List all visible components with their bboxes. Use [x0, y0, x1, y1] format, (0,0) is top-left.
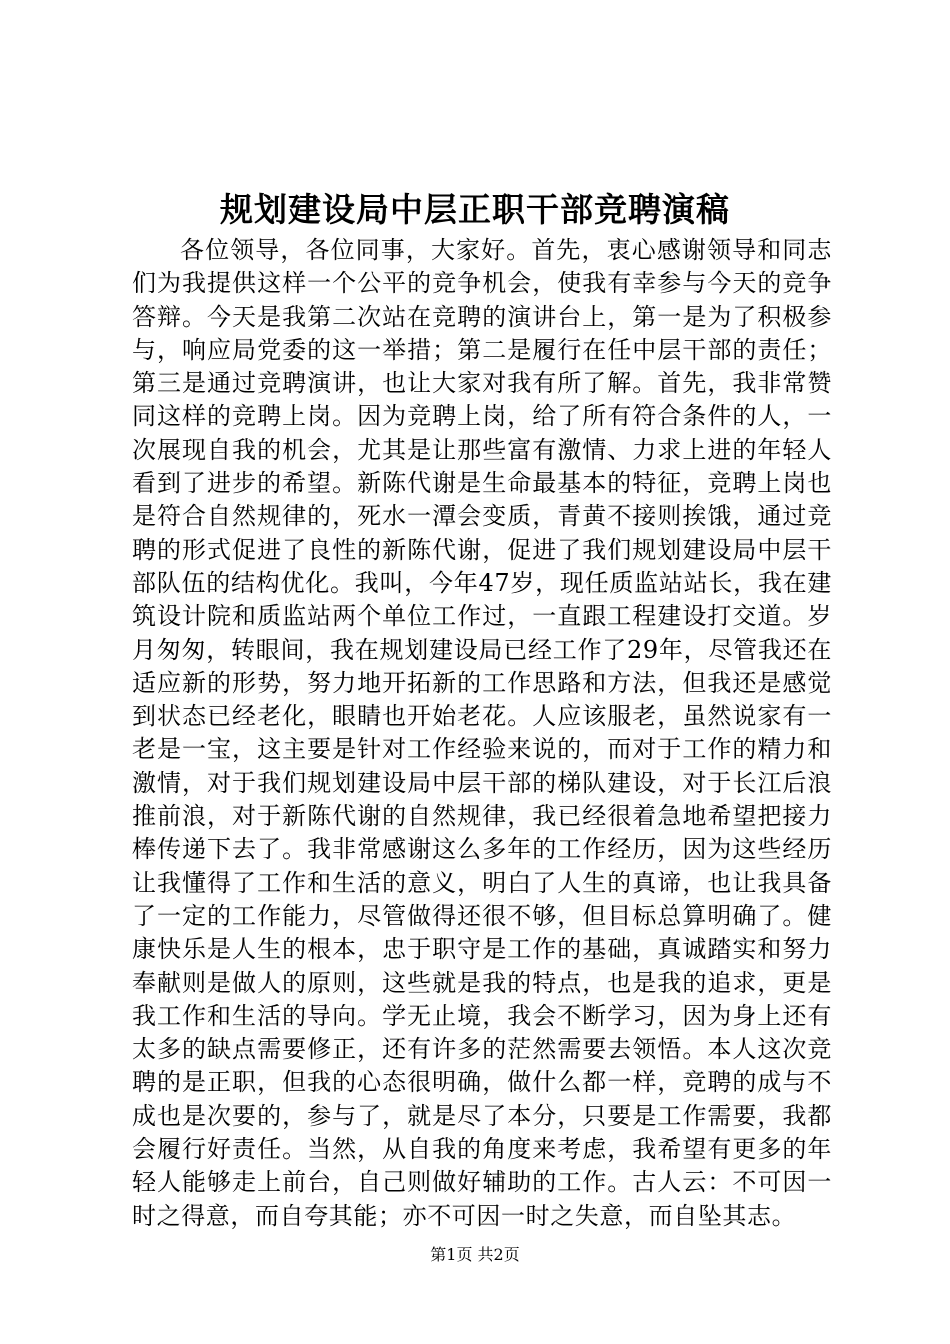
document-body-paragraph: 各位领导，各位同事，大家好。首先，衷心感谢领导和同志们为我提供这样一个公平的竞争机会，使我有幸参与今天的竞争答辩。今天是我第二次站在竞聘的演讲台上，第一是为了积极参与，响应局党委的这一举措；第二是履行在任中层干部的责任；第三是通过竞聘演讲，也让大家对我有所了解。首先，我非常赞同这样的竞聘上岗。因为竞聘上岗，给了所有符合条件的人，一次展现自我的机会，尤其是让那些富有激情、力求上进的年轻人看到了进步的希望。新陈代谢是生命最基本的特征，竞聘上岗也是符合自然规律的，死水一潭会变质，青黄不接则挨饿，通过竞聘的形式促进了良性的新陈代谢，促进了我们规划建设局中层干部队伍的结构优化。我叫，今年47岁，现任质监站站长，我在建筑设计院和质监站两个单位工作过，一直跟工程建设打交道。岁月匆匆，转眼间，我在规划建设局已经工作了29年，尽管我还在适应新的形势，努力地开拓新的工作思路和方法，但我还是感觉到状态已经老化，眼睛也开始老花。人应该服老，虽然说家有一老是一宝，这主要是针对工作经验来说的，而对于工作的精力和激情，对于我们规划建设局中层干部的梯队建设，对于长江后浪推前浪，对于新陈代谢的自然规律，我已经很着急地希望把接力棒传递下去了。我非常感谢这么多年的工作经历，因为这些经历让我懂得了工作和生活的意义，明白了人生的真谛，也让我具备了一定的工作能力，尽管做得还很不够，但目标总算明确了。健康快乐是人生的根本，忠于职守是工作的基础，真诚踏实和努力奉献则是做人的原则，这些就是我的特点，也是我的追求，更是我工作和生活的导向。学无止境，我会不断学习，因为身上还有太多的缺点需要修正，还有许多的茫然需要去领悟。本人这次竞聘的是正职，但我的心态很明确，做什么都一样，竞聘的成与不成也是次要的，参与了，就是尽了本分，只要是工作需要，我都会履行好责任。当然，从自我的角度来考虑，我希望有更多的年轻人能够走上前台，自己则做好辅助的工作。古人云：不可因一时之得意，而自夸其能；亦不可因一时之失意，而自坠其志。	[132, 236, 832, 1230]
document-title: 规划建设局中层正职干部竞聘演稿	[220, 190, 730, 229]
page-number-footer: 第1页 共2页	[430, 1245, 520, 1264]
